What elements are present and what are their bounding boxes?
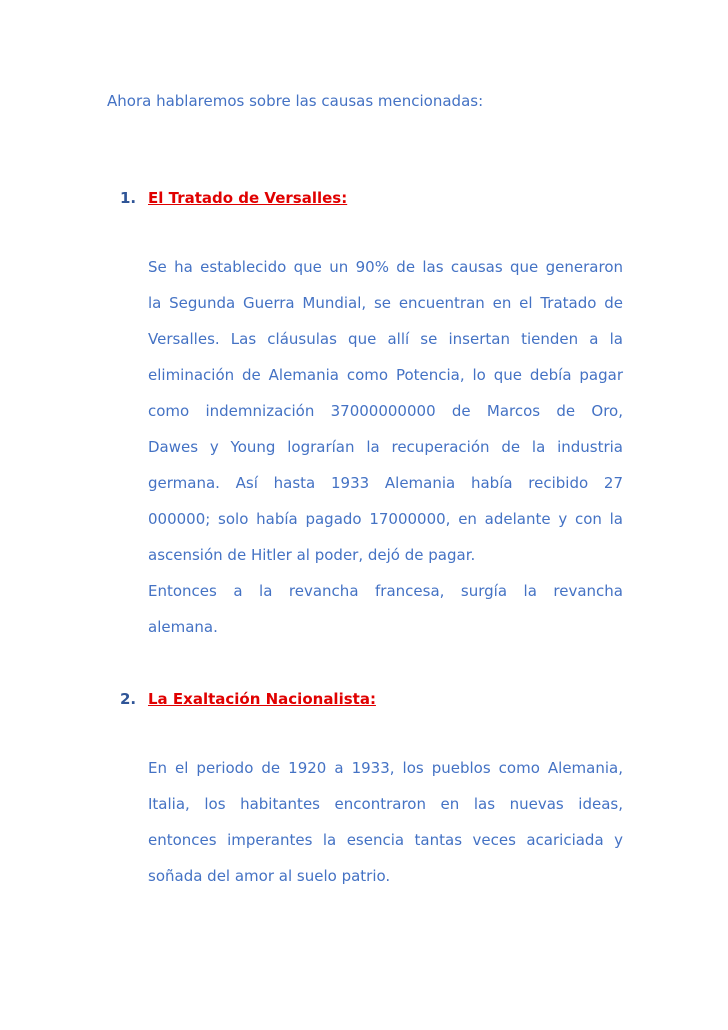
paragraph-line: la Segunda Guerra Mundial, se encuentran en el Tratado de [148,294,623,312]
paragraph-line: Dawes y Young lograrían la recuperación de la industria [148,438,623,456]
paragraph-line: Versalles. Las cláusulas que allí se insertan tienden a la [148,330,623,348]
section-1-paragraph [148,255,623,651]
intro-text: Ahora hablaremos sobre las causas mencionadas: [107,92,484,110]
paragraph-line: Se ha establecido que un 90% de las causas que generaron [148,258,623,276]
section-2-heading [120,690,376,708]
section-1-title: El Tratado de Versalles: [148,189,348,207]
paragraph-line: Entonces a la revancha francesa, surgía la revancha [148,582,623,600]
paragraph-line: eliminación de Alemania como Potencia, lo que debía pagar [148,366,623,384]
section-1-number: 1. [120,189,137,207]
paragraph-line: entonces imperantes la esencia tantas veces acariciada y [148,831,623,849]
section-2-number: 2. [120,690,137,708]
paragraph-line: ascensión de Hitler al poder, dejó de pagar. [148,546,476,564]
paragraph-line: alemana. [148,618,218,636]
paragraph-line: soñada del amor al suelo patrio. [148,867,391,885]
paragraph-line: germana. Así hasta 1933 Alemania había recibido 27 [148,474,623,492]
section-2-title: La Exaltación Nacionalista: [148,690,376,708]
paragraph-line: 000000; solo había pagado 17000000, en adelante y con la [148,510,623,528]
section-2-paragraph [148,756,623,900]
paragraph-line: En el periodo de 1920 a 1933, los pueblos como Alemania, [148,759,623,777]
section-1-heading [120,189,347,207]
paragraph-line: Italia, los habitantes encontraron en las nuevas ideas, [148,795,623,813]
paragraph-line: como indemnización 37000000000 de Marcos de Oro, [148,402,623,420]
